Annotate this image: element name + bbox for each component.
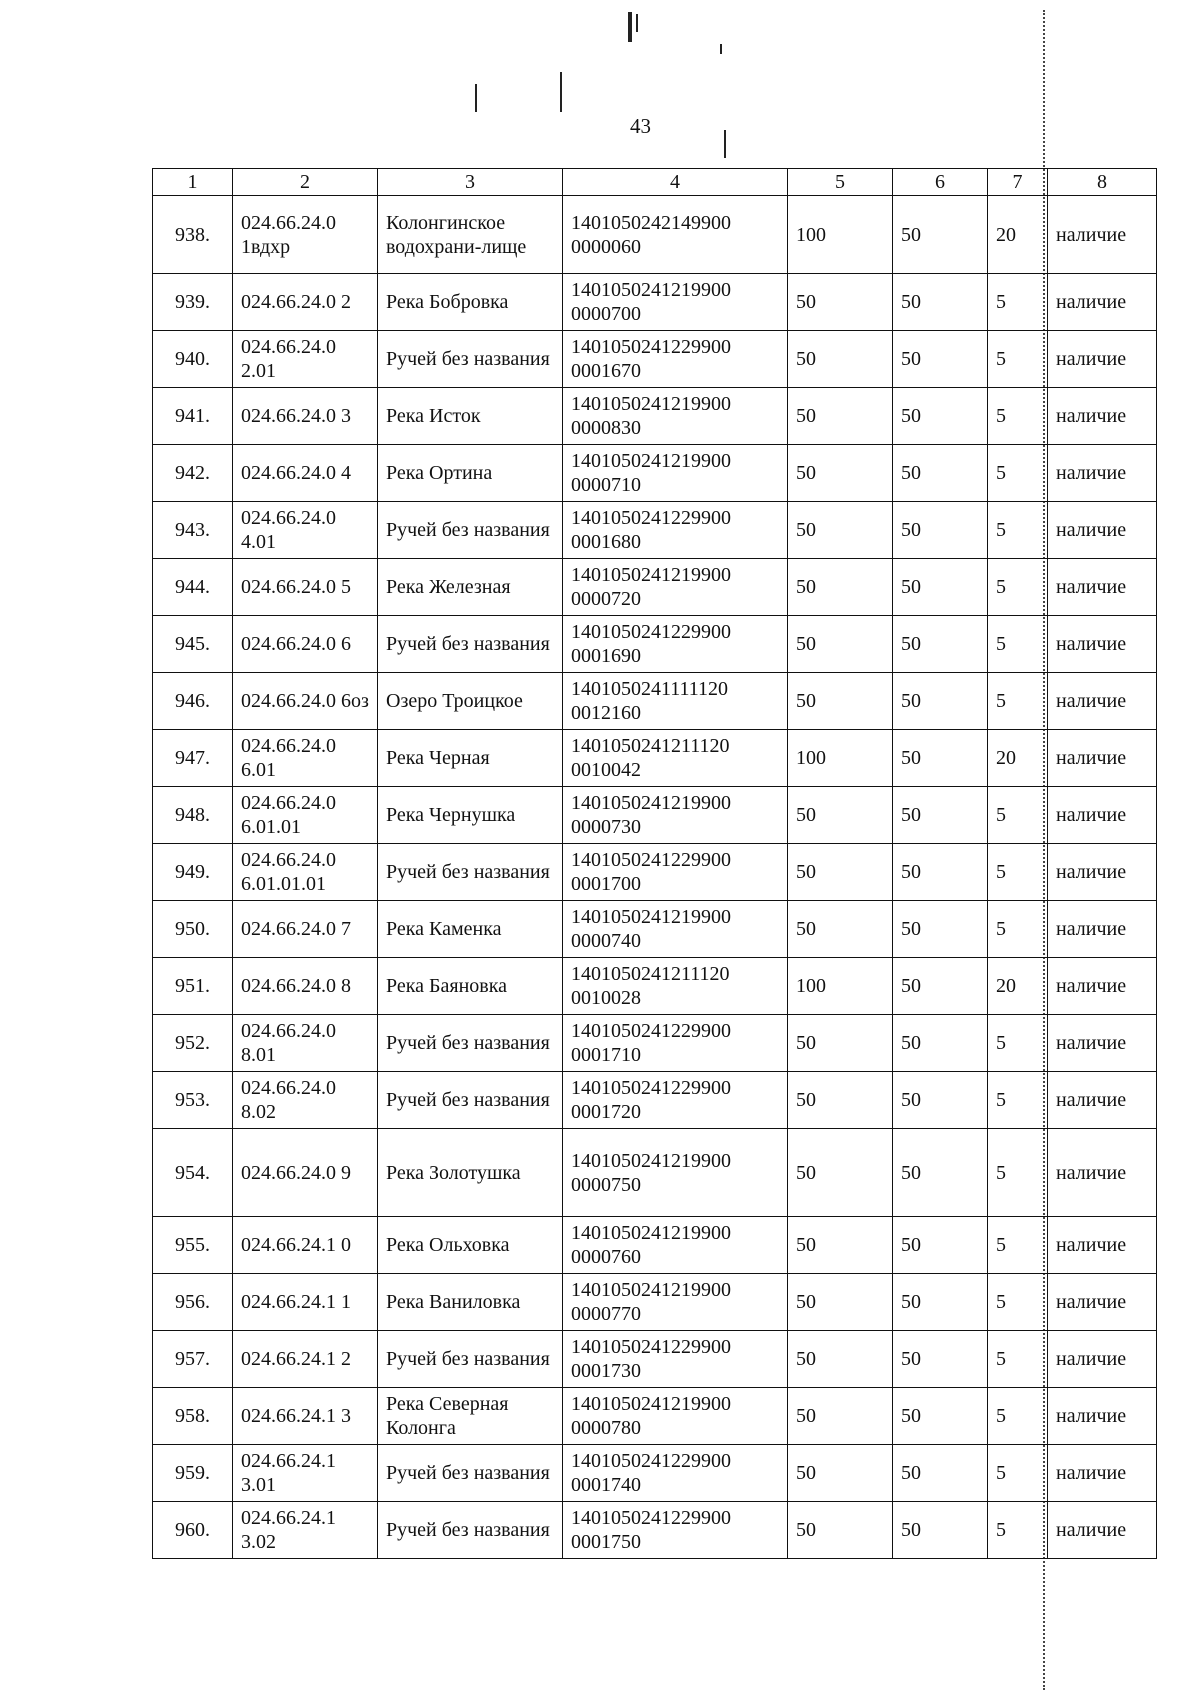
name-cell: Река Чернушка — [378, 787, 563, 844]
status-cell: наличие — [1048, 673, 1157, 730]
name-cell: Река Железная — [378, 559, 563, 616]
row-number-cell: 944. — [153, 559, 233, 616]
value-cell-7: 5 — [988, 1445, 1048, 1502]
table-row — [153, 1274, 1157, 1331]
status-cell: наличие — [1048, 502, 1157, 559]
code-cell: 024.66.24.1 3.02 — [233, 1502, 378, 1559]
value-cell-6: 50 — [893, 901, 988, 958]
value-cell-7: 5 — [988, 673, 1048, 730]
code-cell: 024.66.24.0 8.02 — [233, 1072, 378, 1129]
name-cell: Озеро Троицкое — [378, 673, 563, 730]
table-row — [153, 1129, 1157, 1217]
value-cell-6: 50 — [893, 1217, 988, 1274]
registry-id-cell: 1401050241229900 0001690 — [563, 616, 788, 673]
value-cell-7: 20 — [988, 958, 1048, 1015]
value-cell-5: 50 — [788, 616, 893, 673]
value-cell-6: 50 — [893, 616, 988, 673]
registry-id-cell: 1401050241219900 0000700 — [563, 274, 788, 331]
value-cell-6: 50 — [893, 196, 988, 274]
row-number-cell: 953. — [153, 1072, 233, 1129]
status-cell: наличие — [1048, 1072, 1157, 1129]
value-cell-7: 5 — [988, 787, 1048, 844]
table-row — [153, 1217, 1157, 1274]
value-cell-6: 50 — [893, 1129, 988, 1217]
status-cell: наличие — [1048, 559, 1157, 616]
code-cell: 024.66.24.0 7 — [233, 901, 378, 958]
value-cell-7: 5 — [988, 445, 1048, 502]
status-cell: наличие — [1048, 1274, 1157, 1331]
value-cell-5: 50 — [788, 901, 893, 958]
code-cell: 024.66.24.1 3 — [233, 1388, 378, 1445]
code-cell: 024.66.24.0 6.01.01.01 — [233, 844, 378, 901]
value-cell-6: 50 — [893, 730, 988, 787]
value-cell-5: 50 — [788, 331, 893, 388]
status-cell: наличие — [1048, 844, 1157, 901]
registry-id-cell: 1401050241229900 0001710 — [563, 1015, 788, 1072]
column-header: 5 — [788, 169, 893, 196]
status-cell: наличие — [1048, 1015, 1157, 1072]
value-cell-7: 5 — [988, 559, 1048, 616]
value-cell-5: 50 — [788, 844, 893, 901]
value-cell-6: 50 — [893, 1388, 988, 1445]
value-cell-7: 20 — [988, 730, 1048, 787]
code-cell: 024.66.24.0 5 — [233, 559, 378, 616]
status-cell: наличие — [1048, 958, 1157, 1015]
value-cell-7: 5 — [988, 1015, 1048, 1072]
table-row — [153, 1015, 1157, 1072]
name-cell: Река Ваниловка — [378, 1274, 563, 1331]
value-cell-5: 100 — [788, 730, 893, 787]
value-cell-5: 50 — [788, 502, 893, 559]
row-number-cell: 938. — [153, 196, 233, 274]
value-cell-6: 50 — [893, 388, 988, 445]
value-cell-7: 5 — [988, 388, 1048, 445]
registry-id-cell: 1401050241229900 0001750 — [563, 1502, 788, 1559]
status-cell: наличие — [1048, 730, 1157, 787]
value-cell-7: 5 — [988, 844, 1048, 901]
registry-id-cell: 1401050241219900 0000770 — [563, 1274, 788, 1331]
header-row — [153, 169, 1157, 196]
name-cell: Колонгинское водохрани-лище — [378, 196, 563, 274]
value-cell-5: 100 — [788, 958, 893, 1015]
registry-id-cell: 1401050241219900 0000730 — [563, 787, 788, 844]
registry-id-cell: 1401050241229900 0001700 — [563, 844, 788, 901]
registry-id-cell: 1401050241219900 0000720 — [563, 559, 788, 616]
value-cell-5: 50 — [788, 1217, 893, 1274]
registry-id-cell: 1401050241229900 0001740 — [563, 1445, 788, 1502]
status-cell: наличие — [1048, 901, 1157, 958]
value-cell-5: 50 — [788, 445, 893, 502]
value-cell-5: 50 — [788, 1331, 893, 1388]
status-cell: наличие — [1048, 274, 1157, 331]
status-cell: наличие — [1048, 331, 1157, 388]
registry-id-cell: 1401050241229900 0001720 — [563, 1072, 788, 1129]
code-cell: 024.66.24.0 6.01.01 — [233, 787, 378, 844]
registry-id-cell: 1401050242149900 0000060 — [563, 196, 788, 274]
value-cell-6: 50 — [893, 958, 988, 1015]
status-cell: наличие — [1048, 787, 1157, 844]
code-cell: 024.66.24.1 0 — [233, 1217, 378, 1274]
status-cell: наличие — [1048, 1445, 1157, 1502]
column-header: 4 — [563, 169, 788, 196]
name-cell: Река Каменка — [378, 901, 563, 958]
column-header: 1 — [153, 169, 233, 196]
table-row — [153, 1072, 1157, 1129]
value-cell-7: 5 — [988, 1331, 1048, 1388]
value-cell-7: 5 — [988, 1274, 1048, 1331]
code-cell: 024.66.24.1 3.01 — [233, 1445, 378, 1502]
scan-artifact — [475, 84, 477, 112]
registry-id-cell: 1401050241219900 0000750 — [563, 1129, 788, 1217]
name-cell: Река Исток — [378, 388, 563, 445]
status-cell: наличие — [1048, 388, 1157, 445]
table-row — [153, 274, 1157, 331]
code-cell: 024.66.24.0 8.01 — [233, 1015, 378, 1072]
code-cell: 024.66.24.0 2 — [233, 274, 378, 331]
code-cell: 024.66.24.0 4.01 — [233, 502, 378, 559]
value-cell-5: 50 — [788, 1072, 893, 1129]
value-cell-6: 50 — [893, 559, 988, 616]
table-row — [153, 1502, 1157, 1559]
value-cell-5: 100 — [788, 196, 893, 274]
code-cell: 024.66.24.0 1вдхр — [233, 196, 378, 274]
table-row — [153, 616, 1157, 673]
code-cell: 024.66.24.0 9 — [233, 1129, 378, 1217]
row-number-cell: 957. — [153, 1331, 233, 1388]
value-cell-5: 50 — [788, 388, 893, 445]
scan-artifact — [560, 72, 562, 112]
registry-id-cell: 1401050241229900 0001680 — [563, 502, 788, 559]
value-cell-7: 5 — [988, 901, 1048, 958]
row-number-cell: 941. — [153, 388, 233, 445]
code-cell: 024.66.24.1 1 — [233, 1274, 378, 1331]
code-cell: 024.66.24.0 4 — [233, 445, 378, 502]
row-number-cell: 939. — [153, 274, 233, 331]
name-cell: Ручей без названия — [378, 844, 563, 901]
name-cell: Ручей без названия — [378, 1331, 563, 1388]
registry-id-cell: 1401050241229900 0001730 — [563, 1331, 788, 1388]
name-cell: Река Баяновка — [378, 958, 563, 1015]
registry-id-cell: 1401050241211120 0010028 — [563, 958, 788, 1015]
value-cell-7: 5 — [988, 1129, 1048, 1217]
table-row — [153, 559, 1157, 616]
name-cell: Ручей без названия — [378, 1072, 563, 1129]
row-number-cell: 945. — [153, 616, 233, 673]
value-cell-5: 50 — [788, 1445, 893, 1502]
value-cell-7: 5 — [988, 331, 1048, 388]
value-cell-6: 50 — [893, 502, 988, 559]
scan-artifact — [636, 14, 638, 32]
registry-id-cell: 1401050241111120 0012160 — [563, 673, 788, 730]
table-row — [153, 730, 1157, 787]
value-cell-7: 5 — [988, 1217, 1048, 1274]
code-cell: 024.66.24.0 8 — [233, 958, 378, 1015]
value-cell-5: 50 — [788, 1129, 893, 1217]
status-cell: наличие — [1048, 1388, 1157, 1445]
value-cell-5: 50 — [788, 1502, 893, 1559]
status-cell: наличие — [1048, 616, 1157, 673]
value-cell-5: 50 — [788, 673, 893, 730]
row-number-cell: 955. — [153, 1217, 233, 1274]
row-number-cell: 943. — [153, 502, 233, 559]
value-cell-7: 5 — [988, 1388, 1048, 1445]
table-row — [153, 502, 1157, 559]
table-row — [153, 1331, 1157, 1388]
table-row — [153, 1388, 1157, 1445]
row-number-cell: 950. — [153, 901, 233, 958]
value-cell-6: 50 — [893, 1015, 988, 1072]
value-cell-7: 5 — [988, 502, 1048, 559]
status-cell: наличие — [1048, 445, 1157, 502]
name-cell: Река Ольховка — [378, 1217, 563, 1274]
row-number-cell: 947. — [153, 730, 233, 787]
status-cell: наличие — [1048, 1331, 1157, 1388]
code-cell: 024.66.24.0 6 — [233, 616, 378, 673]
table-row — [153, 673, 1157, 730]
registry-id-cell: 1401050241219900 0000710 — [563, 445, 788, 502]
column-header: 2 — [233, 169, 378, 196]
table-row — [153, 445, 1157, 502]
value-cell-5: 50 — [788, 274, 893, 331]
row-number-cell: 956. — [153, 1274, 233, 1331]
code-cell: 024.66.24.0 2.01 — [233, 331, 378, 388]
name-cell: Ручей без названия — [378, 616, 563, 673]
status-cell: наличие — [1048, 1129, 1157, 1217]
row-number-cell: 951. — [153, 958, 233, 1015]
name-cell: Река Ортина — [378, 445, 563, 502]
name-cell: Река Золотушка — [378, 1129, 563, 1217]
name-cell: Река Северная Колонга — [378, 1388, 563, 1445]
value-cell-5: 50 — [788, 559, 893, 616]
name-cell: Ручей без названия — [378, 1015, 563, 1072]
value-cell-6: 50 — [893, 1445, 988, 1502]
scan-artifact — [720, 44, 722, 54]
value-cell-7: 5 — [988, 616, 1048, 673]
value-cell-7: 20 — [988, 196, 1048, 274]
table-row — [153, 844, 1157, 901]
table-row — [153, 901, 1157, 958]
name-cell: Ручей без названия — [378, 1502, 563, 1559]
code-cell: 024.66.24.0 3 — [233, 388, 378, 445]
row-number-cell: 942. — [153, 445, 233, 502]
value-cell-6: 50 — [893, 1331, 988, 1388]
scan-artifact — [628, 12, 632, 42]
row-number-cell: 946. — [153, 673, 233, 730]
value-cell-7: 5 — [988, 1072, 1048, 1129]
status-cell: наличие — [1048, 196, 1157, 274]
table-row — [153, 1445, 1157, 1502]
registry-id-cell: 1401050241229900 0001670 — [563, 331, 788, 388]
code-cell: 024.66.24.1 2 — [233, 1331, 378, 1388]
status-cell: наличие — [1048, 1502, 1157, 1559]
registry-id-cell: 1401050241219900 0000740 — [563, 901, 788, 958]
table-row — [153, 331, 1157, 388]
value-cell-6: 50 — [893, 445, 988, 502]
table-row — [153, 787, 1157, 844]
table-row — [153, 388, 1157, 445]
value-cell-5: 50 — [788, 1274, 893, 1331]
value-cell-7: 5 — [988, 274, 1048, 331]
value-cell-6: 50 — [893, 673, 988, 730]
row-number-cell: 952. — [153, 1015, 233, 1072]
row-number-cell: 958. — [153, 1388, 233, 1445]
registry-id-cell: 1401050241219900 0000780 — [563, 1388, 788, 1445]
row-number-cell: 960. — [153, 1502, 233, 1559]
row-number-cell: 940. — [153, 331, 233, 388]
value-cell-5: 50 — [788, 1388, 893, 1445]
table-row — [153, 958, 1157, 1015]
value-cell-6: 50 — [893, 844, 988, 901]
name-cell: Ручей без названия — [378, 331, 563, 388]
code-cell: 024.66.24.0 6оз — [233, 673, 378, 730]
water-objects-table — [152, 168, 1157, 1559]
column-header: 6 — [893, 169, 988, 196]
name-cell: Ручей без названия — [378, 1445, 563, 1502]
value-cell-6: 50 — [893, 331, 988, 388]
column-header: 7 — [988, 169, 1048, 196]
row-number-cell: 949. — [153, 844, 233, 901]
status-cell: наличие — [1048, 1217, 1157, 1274]
page-number: 43 — [630, 114, 651, 138]
registry-id-cell: 1401050241219900 0000830 — [563, 388, 788, 445]
row-number-cell: 954. — [153, 1129, 233, 1217]
name-cell: Ручей без названия — [378, 502, 563, 559]
value-cell-6: 50 — [893, 1274, 988, 1331]
value-cell-6: 50 — [893, 1502, 988, 1559]
code-cell: 024.66.24.0 6.01 — [233, 730, 378, 787]
value-cell-6: 50 — [893, 274, 988, 331]
column-header: 8 — [1048, 169, 1157, 196]
value-cell-5: 50 — [788, 1015, 893, 1072]
registry-id-cell: 1401050241211120 0010042 — [563, 730, 788, 787]
value-cell-7: 5 — [988, 1502, 1048, 1559]
value-cell-6: 50 — [893, 1072, 988, 1129]
column-header: 3 — [378, 169, 563, 196]
table-row — [153, 196, 1157, 274]
value-cell-6: 50 — [893, 787, 988, 844]
row-number-cell: 948. — [153, 787, 233, 844]
registry-id-cell: 1401050241219900 0000760 — [563, 1217, 788, 1274]
row-number-cell: 959. — [153, 1445, 233, 1502]
value-cell-5: 50 — [788, 787, 893, 844]
name-cell: Река Бобровка — [378, 274, 563, 331]
scan-artifact — [724, 130, 726, 158]
name-cell: Река Черная — [378, 730, 563, 787]
